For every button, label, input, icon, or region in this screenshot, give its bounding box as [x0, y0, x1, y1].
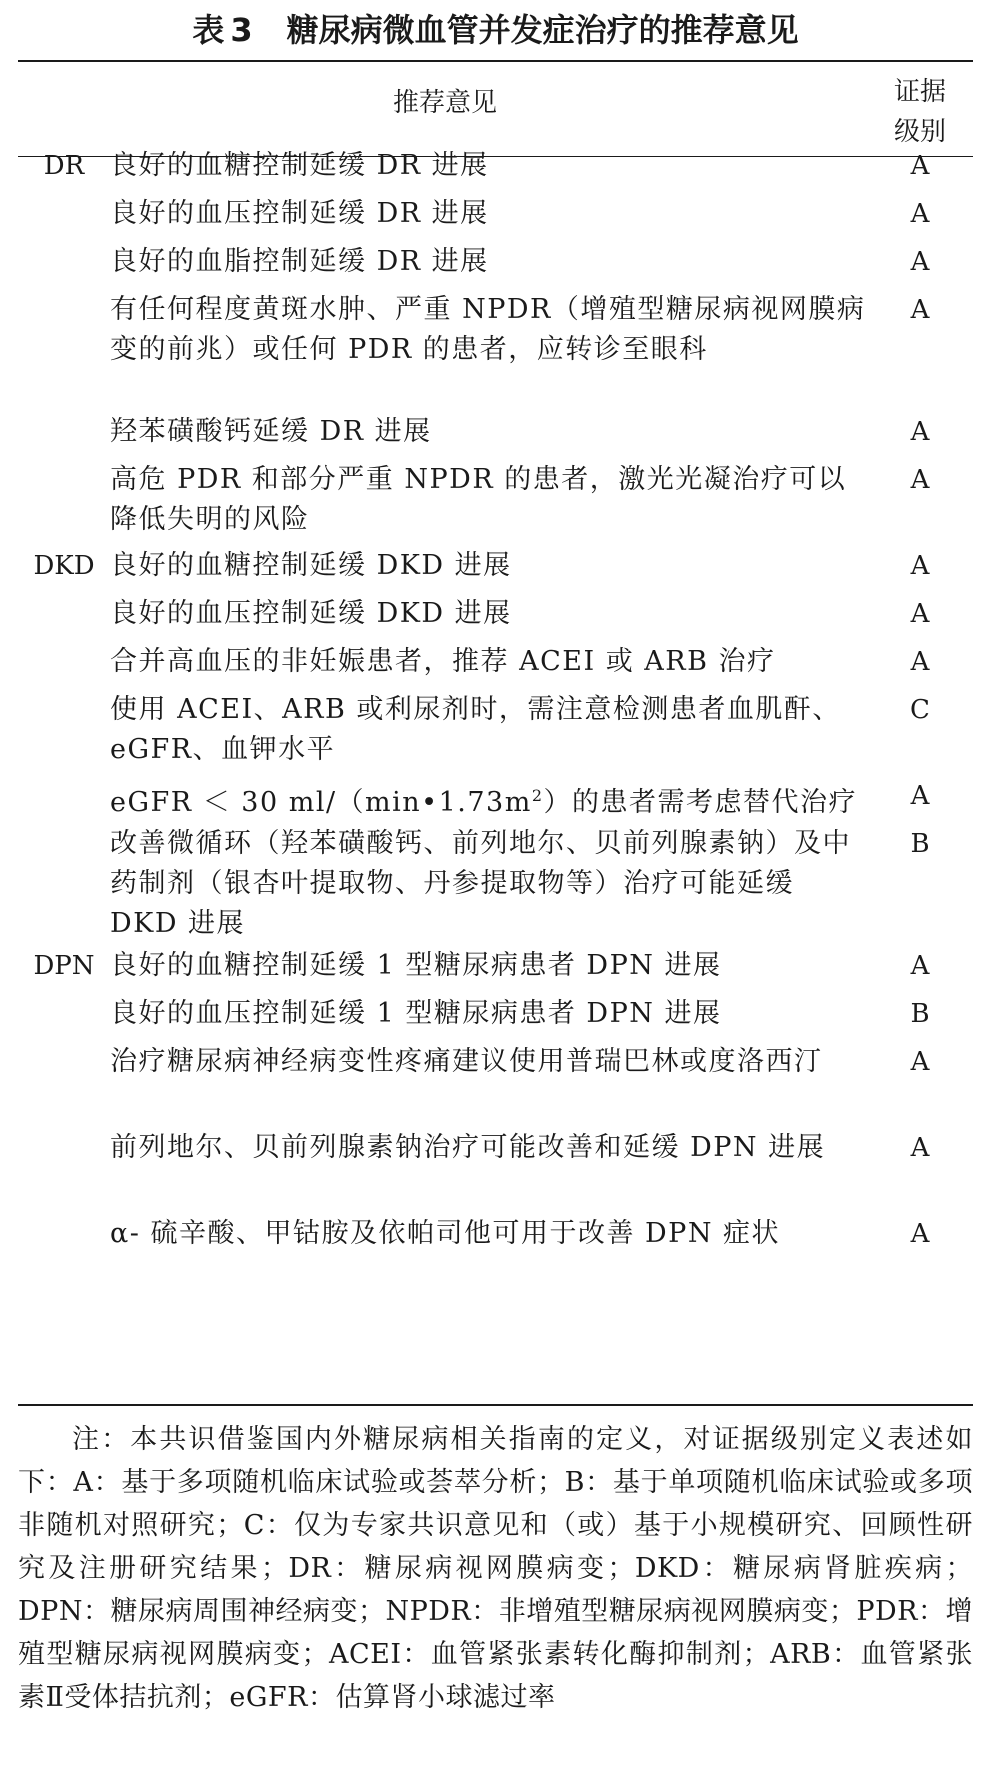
level-cell: A [910, 599, 930, 629]
recommendation-cell: 改善微循环（羟苯磺酸钙、前列地尔、贝前列腺素钠）及中药制剂（银杏叶提取物、丹参提取物等）治疗可能延缓 DKD 进展 [110, 828, 851, 939]
level-cell: A [910, 951, 930, 981]
category-cell: DKD [33, 551, 95, 581]
recommendation-cell: 前列地尔、贝前列腺素钠治疗可能改善和延缓 DPN 进展 [110, 1132, 826, 1163]
recommendation-cell: 良好的血糖控制延缓 DR 进展 [110, 150, 489, 181]
egfr-text-after: ）的患者需考虑替代治疗 [543, 787, 858, 818]
recommendation-cell: 高危 PDR 和部分严重 NPDR 的患者，激光光凝治疗可以降低失明的风险 [110, 464, 847, 535]
level-cell: A [910, 417, 930, 447]
recommendation-cell: 良好的血压控制延缓 DKD 进展 [110, 598, 512, 629]
level-cell: A [910, 647, 930, 677]
header-level-line1: 证据 [893, 77, 946, 107]
egfr-text-before: eGFR ＜ 30 ml/（min•1.73m [110, 787, 532, 818]
level-cell: B [910, 999, 930, 1029]
top-rule [18, 60, 973, 62]
level-cell: A [910, 781, 930, 811]
header-level-line2: 级别 [893, 117, 946, 147]
header-recommendation: 推荐意见 [392, 88, 497, 118]
recommendation-cell: 治疗糖尿病神经病变性疼痛建议使用普瑞巴林或度洛西汀 [110, 1046, 823, 1077]
title-text: 糖尿病微血管并发症治疗的推荐意见 [286, 11, 799, 49]
title-number: 3 [230, 11, 253, 49]
level-cell: C [910, 695, 930, 725]
title-label: 表 [192, 11, 225, 49]
bottom-rule [18, 1404, 973, 1406]
level-cell: A [910, 1047, 930, 1077]
recommendation-cell: 有任何程度黄斑水肿、严重 NPDR（增殖型糖尿病视网膜病变的前兆）或任何 PDR 的患者，应转诊至眼科 [110, 294, 866, 365]
level-cell: A [910, 151, 930, 181]
recommendation-cell: 良好的血糖控制延缓 1 型糖尿病患者 DPN 进展 [110, 950, 722, 981]
level-cell: A [910, 295, 930, 325]
recommendation-cell: 良好的血糖控制延缓 DKD 进展 [110, 550, 512, 581]
recommendation-cell: 羟苯磺酸钙延缓 DR 进展 [110, 416, 432, 447]
recommendation-cell: α- 硫辛酸、甲钴胺及依帕司他可用于改善 DPN 症状 [110, 1218, 781, 1249]
level-cell: A [910, 1133, 930, 1163]
category-cell: DR [43, 151, 85, 181]
level-cell: A [910, 199, 930, 229]
recommendation-cell: 合并高血压的非妊娠患者，推荐 ACEI 或 ARB 治疗 [110, 646, 776, 677]
level-cell: A [910, 465, 930, 495]
level-cell: A [910, 247, 930, 277]
header-evidence-level [870, 72, 970, 152]
recommendation-cell [110, 776, 870, 823]
recommendation-cell: 良好的血压控制延缓 DR 进展 [110, 198, 489, 229]
superscript: 2 [531, 786, 544, 805]
level-cell: B [910, 829, 930, 859]
level-cell: A [910, 1219, 930, 1249]
table-footnote: 注：本共识借鉴国内外糖尿病相关指南的定义，对证据级别定义表述如下：A：基于多项随机临床试验或荟萃分析；B：基于单项随机临床试验或多项非随机对照研究；C：仅为专家共识意见和（或）基于小规模研究、回顾性研究及注册研究结果；DR：糖尿病视网膜病变；DKD：糖尿病肾脏疾病；DPN：糖尿病周围神经病变；NPDR：非增殖型糖尿病视网膜病变；PDR：增殖型糖尿病视网膜病变；ACEI：血管紧张素转化酶抑制剂；ARB：血管紧张素Ⅱ受体拮抗剂；eGFR：估算肾小球滤过率 [18, 1424, 973, 1713]
level-cell: A [910, 551, 930, 581]
table-title [0, 4, 991, 56]
recommendation-cell: 使用 ACEI、ARB 或利尿剂时，需注意检测患者血肌酐、eGFR、血钾水平 [110, 694, 841, 765]
recommendation-cell: 良好的血压控制延缓 1 型糖尿病患者 DPN 进展 [110, 998, 722, 1029]
recommendation-cell: 良好的血脂控制延缓 DR 进展 [110, 246, 489, 277]
category-cell: DPN [33, 951, 95, 981]
